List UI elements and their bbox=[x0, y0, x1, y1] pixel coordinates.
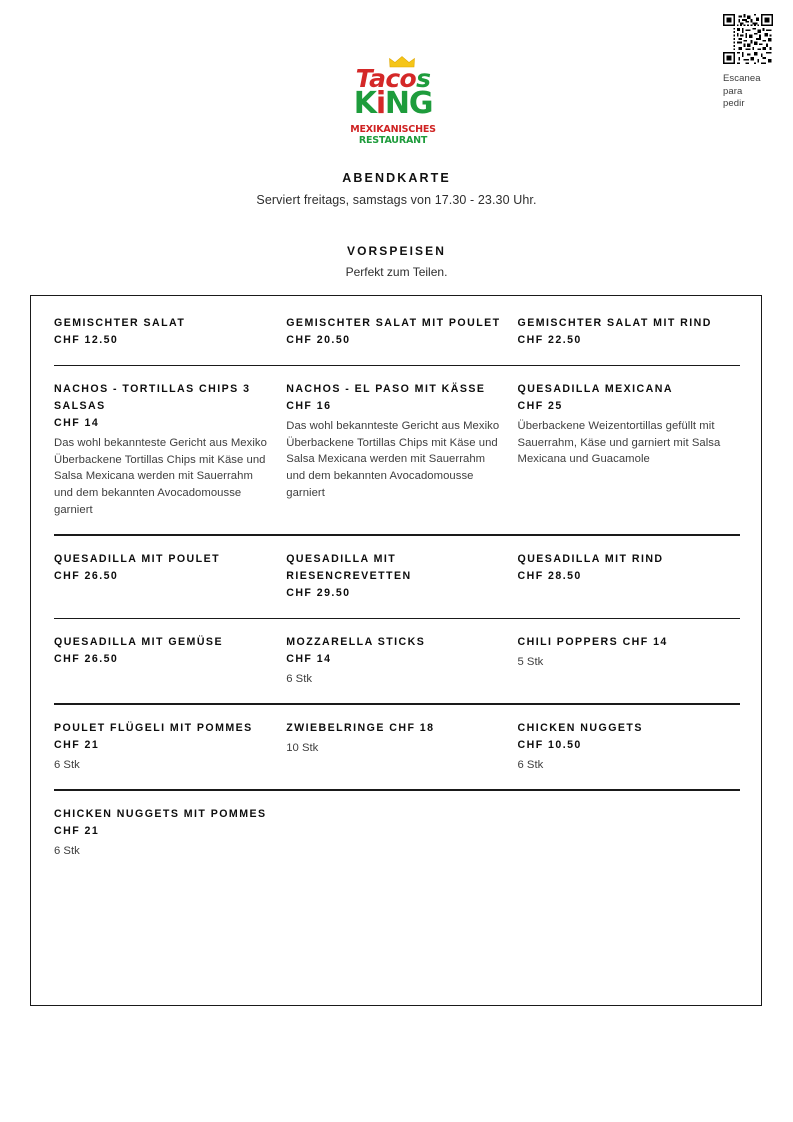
menu-container bbox=[30, 295, 762, 1006]
menu-row bbox=[54, 720, 738, 774]
menu-item bbox=[286, 720, 517, 774]
menu-item-quantity: 6 Stk bbox=[517, 758, 544, 771]
menu-item-price: CHF 28.50 bbox=[517, 569, 582, 582]
menu-item-title: POULET FLÜGELI MIT POMMES bbox=[54, 721, 253, 734]
menu-item-title: ZWIEBELRINGE CHF 18 bbox=[286, 721, 435, 734]
row-spacer bbox=[54, 773, 738, 789]
menu-item-title: QUESADILLA MIT RIESENCREVETTEN bbox=[286, 552, 412, 582]
row-spacer bbox=[54, 687, 738, 703]
menu-item-price: CHF 10.50 bbox=[517, 738, 582, 751]
menu-item bbox=[286, 634, 517, 688]
menu-item-title: GEMISCHTER SALAT bbox=[54, 317, 186, 329]
menu-item bbox=[54, 806, 291, 860]
menu-item bbox=[286, 315, 517, 349]
menu-rows bbox=[31, 296, 761, 1005]
menu-item-title: QUESADILLA MIT POULET bbox=[54, 552, 221, 565]
menu-item bbox=[286, 381, 517, 518]
logo-line-restaurant: RESTAURANT bbox=[358, 135, 428, 146]
qr-caption-line-2: para bbox=[723, 85, 743, 97]
menu-item-price: CHF 12.50 bbox=[54, 334, 119, 346]
menu-item-title: NACHOS - TORTILLAS CHIPS 3 SALSAS bbox=[54, 383, 251, 413]
menu-item bbox=[518, 315, 739, 349]
section-subtitle: Perfekt zum Teilen. bbox=[345, 265, 448, 279]
menu-item-quantity: 6 Stk bbox=[286, 672, 312, 685]
menu-item-title: CHILI POPPERS CHF 14 bbox=[517, 635, 668, 648]
section-title: VORSPEISEN bbox=[346, 244, 447, 258]
logo-line-mexikanisches: MEXIKANISCHES bbox=[350, 124, 436, 135]
menu-row bbox=[54, 551, 738, 602]
page-subtitle: Serviert freitags, samstags von 17.30 - 23.30 Uhr. bbox=[256, 193, 537, 207]
menu-row bbox=[54, 634, 738, 688]
qr-block bbox=[716, 14, 786, 111]
row-spacer bbox=[54, 705, 738, 720]
menu-item bbox=[54, 381, 286, 518]
menu-item-quantity: 10 Stk bbox=[286, 741, 319, 754]
menu-item-title: MOZZARELLA STICKS bbox=[286, 635, 426, 648]
menu-item-description: Das wohl bekannteste Gericht aus Mexiko Überbackene Tortillas Chips mit Käse und Salsa Mexicana werden mit Sauerrahm und dem bekannten Avocadomousse garniert bbox=[54, 437, 267, 516]
menu-item-description: Überbackene Weizentortillas gefüllt mit Sauerrahm, Käse und garniert mit Salsa Mexicana und Guacamole bbox=[517, 420, 721, 466]
row-spacer bbox=[54, 536, 738, 551]
qr-caption-line-1: Escanea bbox=[723, 73, 761, 84]
menu-row bbox=[54, 806, 738, 860]
row-spacer bbox=[54, 366, 738, 381]
menu-item-title: QUESADILLA MIT GEMÜSE bbox=[54, 635, 223, 648]
logo-line-king bbox=[346, 88, 440, 119]
qr-caption-line-3: pedir bbox=[723, 98, 745, 109]
row-spacer bbox=[54, 602, 738, 618]
menu-item-price: CHF 26.50 bbox=[54, 652, 119, 665]
menu-item bbox=[54, 551, 286, 602]
menu-item-price: CHF 26.50 bbox=[54, 569, 119, 582]
logo-tacos-text: Tacos bbox=[355, 64, 431, 93]
row-spacer bbox=[54, 349, 738, 365]
page-title: ABENDKARTE bbox=[342, 171, 451, 185]
menu-item-quantity: 5 Stk bbox=[517, 655, 544, 668]
qr-code-icon[interactable] bbox=[723, 14, 773, 64]
menu-item-price: CHF 20.50 bbox=[286, 334, 351, 346]
menu-item-price: CHF 14 bbox=[54, 417, 100, 430]
menu-item-price: CHF 29.50 bbox=[286, 586, 351, 599]
menu-item-description: Das wohl bekannteste Gericht aus Mexiko Überbackene Tortillas Chips mit Käse und Salsa Mexicana werden mit Sauerrahm und dem bekannten Avocadomousse garniert bbox=[286, 420, 500, 499]
menu-item-title: NACHOS - EL PASO MIT KÄSSE bbox=[286, 383, 486, 396]
menu-item-price: CHF 25 bbox=[517, 400, 563, 413]
menu-item bbox=[54, 634, 286, 688]
menu-item bbox=[518, 381, 739, 518]
menu-item-title: CHICKEN NUGGETS bbox=[517, 721, 643, 734]
menu-item bbox=[518, 634, 739, 688]
menu-item-title: GEMISCHTER SALAT MIT RIND bbox=[517, 317, 712, 329]
menu-item bbox=[518, 720, 739, 774]
menu-item-title: QUESADILLA MEXICANA bbox=[517, 383, 673, 396]
menu-item-quantity: 6 Stk bbox=[54, 844, 80, 857]
menu-item-price: CHF 22.50 bbox=[517, 334, 582, 346]
menu-item-title: GEMISCHTER SALAT MIT POULET bbox=[286, 317, 501, 329]
row-spacer bbox=[54, 619, 738, 634]
menu-item bbox=[518, 551, 739, 602]
row-spacer bbox=[54, 791, 738, 806]
menu-row bbox=[54, 315, 738, 349]
menu-item-price: CHF 16 bbox=[286, 400, 332, 413]
menu-item-price: CHF 21 bbox=[54, 738, 100, 751]
menu-item-quantity: 6 Stk bbox=[54, 758, 80, 771]
logo-king-text: KiNG bbox=[353, 86, 433, 121]
row-spacer bbox=[54, 518, 738, 534]
menu-item bbox=[54, 720, 286, 774]
menu-row bbox=[54, 381, 738, 518]
menu-item-title: CHICKEN NUGGETS MIT POMMES CHF 21 bbox=[54, 807, 267, 837]
menu-item-price: CHF 14 bbox=[286, 652, 332, 665]
menu-item-title: QUESADILLA MIT RIND bbox=[517, 552, 664, 565]
menu-item bbox=[54, 315, 286, 349]
qr-caption bbox=[723, 73, 775, 111]
menu-item bbox=[286, 551, 517, 602]
restaurant-logo bbox=[346, 50, 440, 151]
